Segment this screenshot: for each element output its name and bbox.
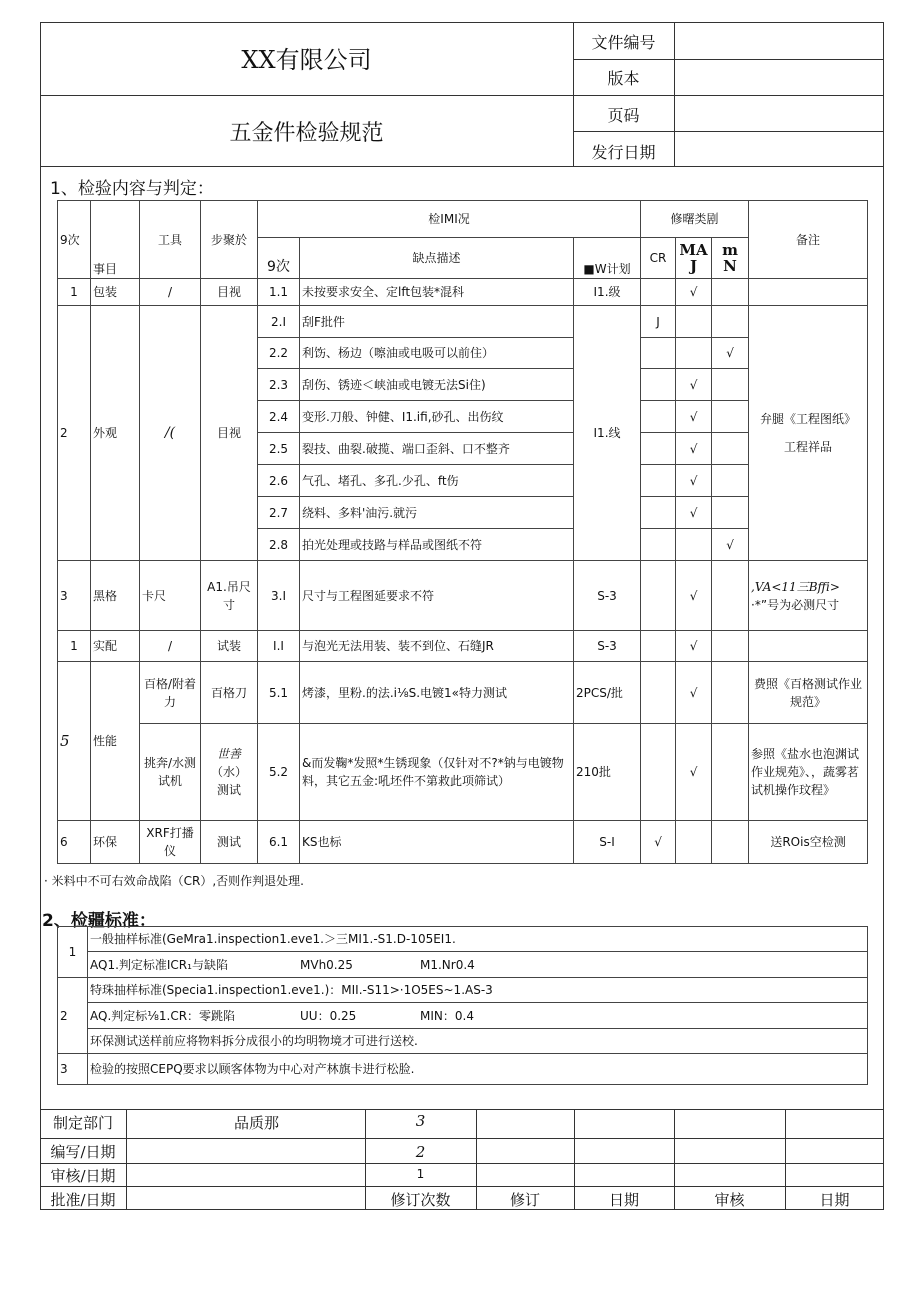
cell-defect: &而发鞠*发照*生锈现象（仅针对不?*钠与电镀物料，其它五金:吼坯件不第救此项筛试） <box>300 724 574 821</box>
std-line: 特珠抽样标准(Specia1.inspection1.eve1.)：MII.-S11>·1O5ES~1.AS-3 <box>88 978 868 1003</box>
col-tool: 工具 <box>140 201 201 279</box>
step-line: 测试 <box>216 783 241 797</box>
meta-label-page: 页码 <box>607 106 640 125</box>
cell-item: 环保 <box>91 821 140 864</box>
col-seq: 9次 <box>58 201 91 279</box>
cell-ma: √ <box>676 279 712 306</box>
cell-cr: √ <box>641 821 676 864</box>
cell-sub: 2.5 <box>258 433 300 465</box>
cell-tool: / <box>140 631 201 662</box>
cell-plan: I1.线 <box>574 306 641 561</box>
cell-sub: 2.2 <box>258 338 300 369</box>
table-row <box>58 306 868 338</box>
cell-sub: 5.1 <box>258 662 300 724</box>
cell-plan: I1.级 <box>574 279 641 306</box>
cell-defect: 变形.刀般、钟健、I1.ifi,砂孔、出伤纹 <box>300 401 574 433</box>
std-num: 3 <box>58 1054 88 1085</box>
footer-row-line <box>40 1163 884 1164</box>
table-row <box>58 561 868 631</box>
table-row <box>58 978 868 1003</box>
cell-cr <box>641 401 676 433</box>
std-seg: MVh0.25 <box>300 957 353 972</box>
cell-defect: 利饬、杨边（嚓油或电吸可以前住） <box>300 338 574 369</box>
cell-remark <box>749 279 868 306</box>
col-mn: m N <box>712 238 749 279</box>
step-line: （水） <box>210 765 247 779</box>
table-row <box>58 724 868 821</box>
cell-sub: 2.3 <box>258 369 300 401</box>
cell-defect: 未按要求安全、定lft包装*混科 <box>300 279 574 306</box>
cell-tool: 卡尺 <box>140 561 201 631</box>
footer-row-line <box>40 1186 884 1187</box>
col-ma: MA J <box>676 238 712 279</box>
cell-mn <box>712 401 749 433</box>
cell-sub: 5.2 <box>258 724 300 821</box>
cell-tool: /( <box>140 306 201 561</box>
col-inspect: 检IMI况 <box>258 201 641 238</box>
cell-seq: 1 <box>58 631 91 662</box>
footer-label-dept: 制定部门 <box>52 1114 113 1132</box>
cell-tool: 挑奔/水测试机 <box>140 724 201 821</box>
cell-item: 实配 <box>91 631 140 662</box>
cell-mn <box>712 821 749 864</box>
rev-number: 3 <box>415 1112 426 1130</box>
cell-ma <box>676 821 712 864</box>
cell-defect: 拍光处理或技路与样品或图纸不符 <box>300 529 574 561</box>
std-line: 环保测试送样前应将物料拆分成很小的均明物境才可进行送校. <box>88 1029 868 1054</box>
col-sub-seq: 9次 <box>258 238 300 279</box>
cell-cr <box>641 433 676 465</box>
cell-mn: √ <box>712 338 749 369</box>
footer-label-writer: 编写/日期 <box>50 1143 116 1161</box>
rev-header-revision: 修订 <box>509 1191 540 1209</box>
cell-ma: √ <box>676 369 712 401</box>
meta-label-version: 版本 <box>607 69 640 88</box>
standard-table <box>57 926 868 1085</box>
cell-sub: 2.I <box>258 306 300 338</box>
std-num: 2 <box>58 978 88 1054</box>
std-line <box>88 1003 868 1029</box>
inspection-table <box>57 200 868 864</box>
rev-header-review: 审核 <box>714 1191 745 1209</box>
table-row <box>58 952 868 978</box>
cell-ma: √ <box>676 662 712 724</box>
footer-row-line <box>40 1138 884 1139</box>
col-item: 事目 <box>91 201 140 279</box>
cell-mn <box>712 465 749 497</box>
cell-ma: √ <box>676 631 712 662</box>
table-row <box>58 821 868 864</box>
cell-tool: 百格/附着力 <box>140 662 201 724</box>
std-num: 1 <box>58 927 88 978</box>
cell-sub: 2.8 <box>258 529 300 561</box>
cell-defect: 裂技、曲裂.破揽、端口歪斜、口不整齐 <box>300 433 574 465</box>
cell-plan: 2PCS/批 <box>574 662 641 724</box>
cell-item: 外观 <box>91 306 140 561</box>
cell-sub: 2.6 <box>258 465 300 497</box>
std-line: 检验的按照CEPQ要求以顾客体物为中心对产林旗卡进行松脸. <box>88 1054 868 1085</box>
table-row <box>58 1029 868 1054</box>
col-plan: ■W计划 <box>574 238 641 279</box>
cell-remark: 送ROis空检测 <box>749 821 868 864</box>
cell-plan: S-3 <box>574 631 641 662</box>
remark-line: ·*”号为必测尺寸 <box>751 597 840 612</box>
cell-step: A1.吊尺寸 <box>201 561 258 631</box>
cell-sub: 3.I <box>258 561 300 631</box>
cell-cr <box>641 662 676 724</box>
meta-label-issue-date: 发行日期 <box>591 143 656 162</box>
rev-number: 1 <box>416 1167 425 1181</box>
col-defect-class: 修曙类剧 <box>641 201 749 238</box>
std-line: 一般抽样标准(GeMra1.inspection1.eve1.＞三MI1.-S1.D-105EI1. <box>88 927 868 952</box>
cell-seq: 2 <box>58 306 91 561</box>
cell-mn <box>712 433 749 465</box>
std-seg: MIN：0.4 <box>420 1008 474 1023</box>
cell-plan: S-I <box>574 821 641 864</box>
cell-item: 包装 <box>91 279 140 306</box>
cell-sub: 2.4 <box>258 401 300 433</box>
std-line <box>88 952 868 978</box>
rev-number: 2 <box>415 1143 426 1161</box>
table-row <box>58 279 868 306</box>
footer-label-reviewer: 审核/日期 <box>50 1167 116 1185</box>
meta-row-line <box>573 131 884 132</box>
cell-remark: 费照《百格测试作业规范》 <box>749 662 868 724</box>
section1-heading: 1、检验内容与判定： <box>50 179 214 199</box>
col-cr: CR <box>641 238 676 279</box>
cell-ma: √ <box>676 561 712 631</box>
remark-line: 工程祥品 <box>784 440 833 454</box>
remark-line: 弁腿《工程图纸》 <box>760 412 857 426</box>
remark-line: ,VA<11三Bffi> <box>751 579 840 594</box>
std-seg: AQ.判定标⅛1.CR：零跳陷 <box>90 1008 236 1023</box>
footer-dept-value: 品质那 <box>234 1114 280 1132</box>
rev-header-review-date: 日期 <box>819 1191 850 1209</box>
section1-footnote: · 米料中不可右效命战陷（CR）,否则作判退处理. <box>44 874 304 888</box>
cell-ma: √ <box>676 401 712 433</box>
cell-ma: √ <box>676 497 712 529</box>
cell-cr <box>641 497 676 529</box>
cell-mn <box>712 631 749 662</box>
cell-sub: 1.1 <box>258 279 300 306</box>
cell-remark <box>749 631 868 662</box>
footer-top <box>40 1109 884 1110</box>
meta-label-doc-no: 文件编号 <box>591 33 656 52</box>
cell-plan: 210批 <box>574 724 641 821</box>
meta-row-line <box>573 59 884 60</box>
cell-defect: 尺寸与工程图延要求不符 <box>300 561 574 631</box>
cell-sub: 6.1 <box>258 821 300 864</box>
cell-cr <box>641 724 676 821</box>
cell-mn <box>712 497 749 529</box>
cell-step: 目视 <box>201 306 258 561</box>
cell-ma <box>676 306 712 338</box>
cell-cr: J <box>641 306 676 338</box>
footer-vline <box>126 1109 127 1210</box>
cell-sub: I.I <box>258 631 300 662</box>
rev-header-count: 修订次数 <box>390 1191 451 1209</box>
cell-defect: 绕料、多料'油污.就污 <box>300 497 574 529</box>
step-line: 世善 <box>216 747 241 761</box>
cell-item: 性能 <box>91 662 140 821</box>
table-row <box>58 927 868 952</box>
cell-tool: XRF打播仪 <box>140 821 201 864</box>
header-bottom <box>40 166 884 167</box>
cell-ma: √ <box>676 724 712 821</box>
table-row <box>58 662 868 724</box>
section2-heading: 2、检疆标准： <box>42 911 156 931</box>
cell-cr <box>641 561 676 631</box>
cell-defect: 刮伤、锈迹＜峡油或电镀无法Si住) <box>300 369 574 401</box>
cell-step: 百格刀 <box>201 662 258 724</box>
cell-cr <box>641 529 676 561</box>
cell-ma: √ <box>676 433 712 465</box>
cell-step: 测试 <box>201 821 258 864</box>
cell-remark <box>749 306 868 561</box>
cell-seq: 5 <box>58 662 91 821</box>
cell-item: 黑格 <box>91 561 140 631</box>
std-seg: M1.Nr0.4 <box>420 957 475 972</box>
cell-seq: 3 <box>58 561 91 631</box>
cell-remark: 参照《盐水也泡渊试作业规苑》、，蔬雾茗试机操作玟程》 <box>749 724 868 821</box>
table-row <box>58 1054 868 1085</box>
cell-step: 目视 <box>201 279 258 306</box>
cell-cr <box>641 631 676 662</box>
cell-ma: √ <box>676 465 712 497</box>
table-row <box>58 1003 868 1029</box>
footer-label-approver: 批准/日期 <box>50 1191 116 1209</box>
cell-defect: KS也标 <box>300 821 574 864</box>
cell-mn <box>712 369 749 401</box>
cell-cr <box>641 338 676 369</box>
cell-mn <box>712 662 749 724</box>
cell-mn <box>712 279 749 306</box>
cell-plan: S-3 <box>574 561 641 631</box>
cell-mn: √ <box>712 529 749 561</box>
cell-tool: / <box>140 279 201 306</box>
cell-cr <box>641 279 676 306</box>
cell-sub: 2.7 <box>258 497 300 529</box>
cell-defect: 刮F批件 <box>300 306 574 338</box>
cell-defect: 与泡光无法用装、装不到位、石缝JR <box>300 631 574 662</box>
col-remark: 备注 <box>749 201 868 279</box>
cell-step: 试装 <box>201 631 258 662</box>
col-step: 步聚於 <box>201 201 258 279</box>
table-row <box>58 631 868 662</box>
cell-cr <box>641 465 676 497</box>
company-name: XX有限公司 <box>241 46 372 74</box>
cell-defect: 气孔、堵孔、多孔.少孔、ft伤 <box>300 465 574 497</box>
std-seg: UU：0.25 <box>300 1008 357 1023</box>
std-seg: AQ1.判定标准ICR₁与缺陷 <box>90 957 228 972</box>
header-vsplit-2 <box>674 22 675 166</box>
cell-cr <box>641 369 676 401</box>
cell-step <box>201 724 258 821</box>
cell-seq: 6 <box>58 821 91 864</box>
cell-mn <box>712 561 749 631</box>
cell-mn <box>712 724 749 821</box>
cell-ma <box>676 338 712 369</box>
cell-remark <box>749 561 868 631</box>
header-divider <box>40 95 884 96</box>
cell-defect: 烤漆，里粉.的法.i⅛S.电镀1«特力测试 <box>300 662 574 724</box>
col-defect-desc: 缺点描述 <box>300 238 574 279</box>
cell-seq: 1 <box>58 279 91 306</box>
cell-mn <box>712 306 749 338</box>
cell-ma <box>676 529 712 561</box>
rev-header-date: 日期 <box>608 1191 639 1209</box>
document-title: 五金件检验规范 <box>229 121 384 146</box>
